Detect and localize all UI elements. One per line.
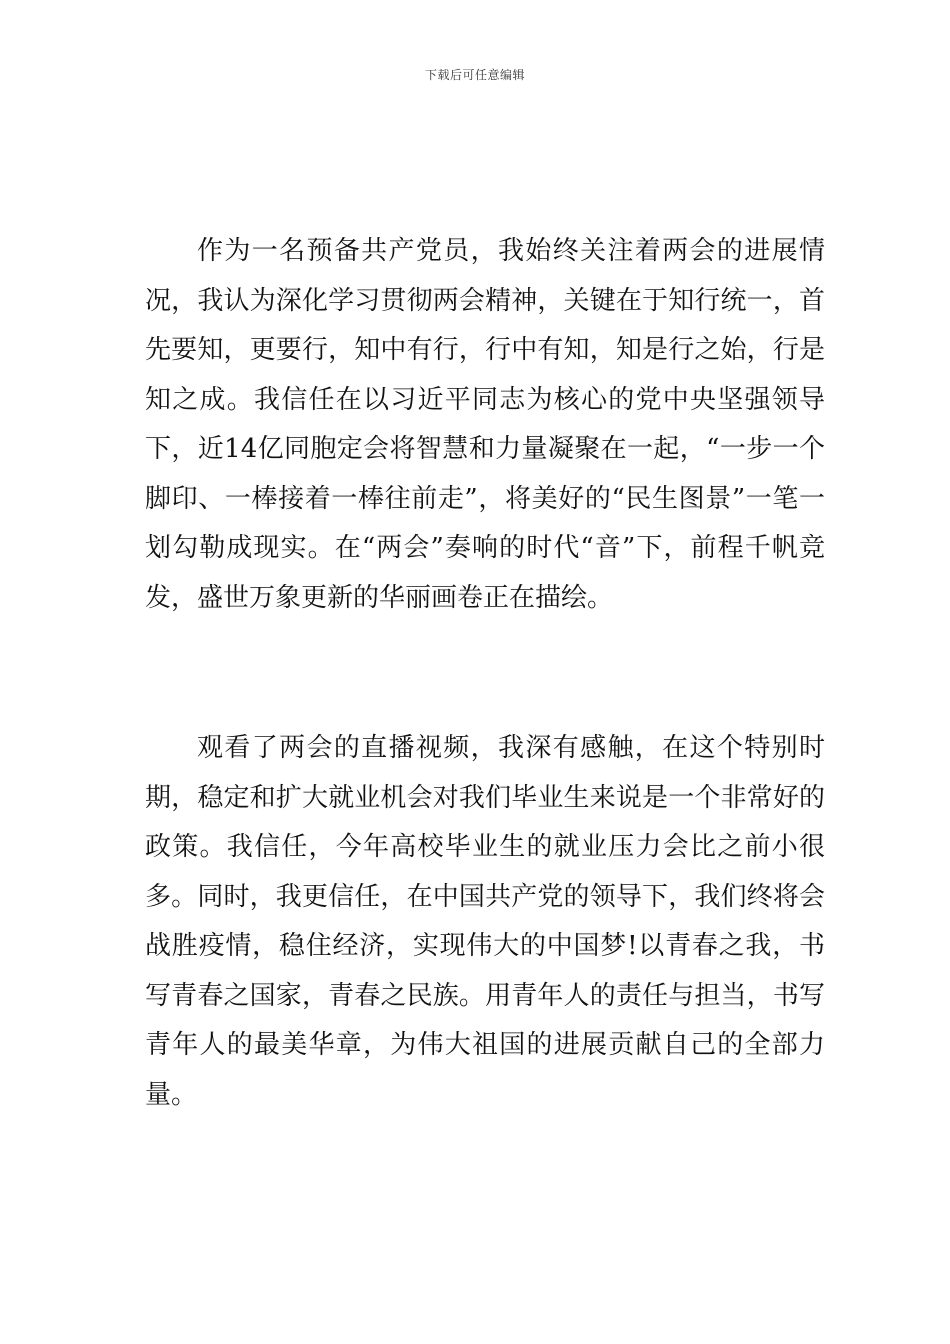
page-header-note: 下载后可任意编辑 [424,68,525,82]
paragraph-text: 作为一名预备共产党员，我始终关注着两会的进展情况，我认为深化学习贯彻两会精神，关键在于知行统一，首先要知，更要行，知中有行，行中有知，知是行之始，行是知之成。我信任在以习近平同志为核心的党中央坚强领导下，近14亿同胞定会将智慧和力量凝聚在一起，“一步一个脚印、一棒接着一棒往前走”，将美好的“民生图景”一笔一划勾勒成现实。在“两会”奏响的时代“音”下，前程千帆竞发，盛世万象更新的华丽画卷正在描绘。 [145,236,825,613]
paragraph-text: 观看了两会的直播视频，我深有感触，在这个特别时期，稳定和扩大就业机会对我们毕业生来说是一个非常好的政策。我信任，今年高校毕业生的就业压力会比之前小很多。同时，我更信任，在中国共产党的领导下，我们终将会战胜疫情，稳住经济，实现伟大的中国梦!以青春之我，书写青春之国家，青春之民族。用青年人的责任与担当，书写青年人的最美华章，为伟大祖国的进展贡献自己的全部力量。 [145,733,825,1110]
paragraph-block-2 [145,724,825,1120]
paragraph-block-1 [145,227,825,623]
